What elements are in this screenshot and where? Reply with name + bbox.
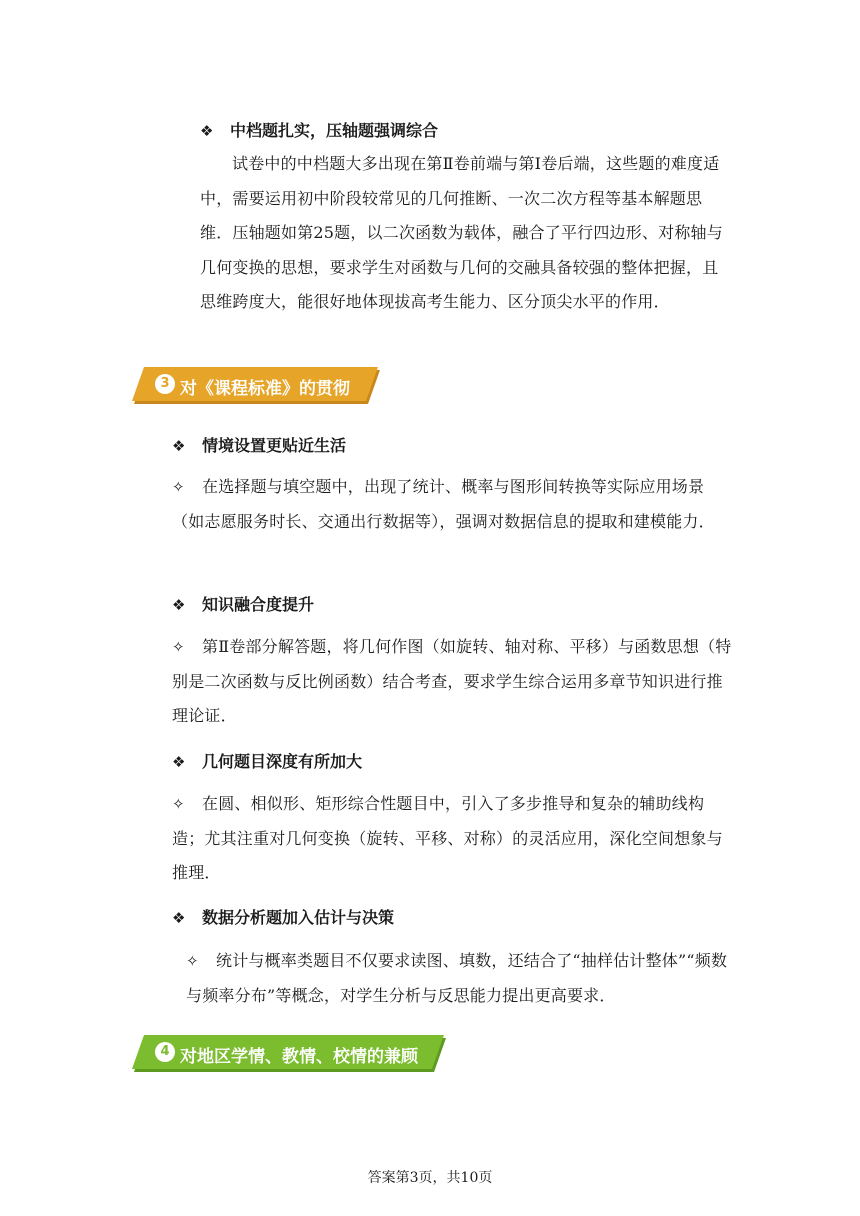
section-banner-4: [130, 1035, 450, 1069]
diamond-cluster-icon: ❖: [172, 437, 186, 455]
four-point-star-icon: ✧: [172, 478, 185, 496]
item-heading: ❖ 知识融合度提升: [172, 595, 315, 614]
four-point-star-icon: ✧: [172, 638, 185, 656]
diamond-cluster-icon: ❖: [172, 909, 186, 927]
item-heading: ❖ 数据分析题加入估计与决策: [172, 908, 395, 927]
section-mid-paragraph: 试卷中的中档题大多出现在第Ⅱ卷前端与第Ⅰ卷后端，这些题的难度适中，需要运用初中阶段较常见的几何推断、一次二次方程等基本解题思维．压轴题如第25题，以二次函数为载体，融合了平行四边形、对称轴与几何变换的思想，要求学生对函数与几何的交融具备较强的整体把握，且思维跨度大，能很好地体现拔高考生能力、区分顶尖水平的作用．: [200, 154, 723, 311]
section-banner-3: [130, 367, 385, 401]
item-heading: ❖ 几何题目深度有所加大: [172, 752, 363, 771]
four-point-star-icon: ✧: [186, 952, 199, 970]
banner-number-badge: 3: [155, 374, 175, 394]
diamond-cluster-icon: ❖: [200, 122, 214, 140]
item-heading: ❖ 情境设置更贴近生活: [172, 436, 347, 455]
item-body: ✧ 在圆、相似形、矩形综合性题目中，引入了多步推导和复杂的辅助线构造；尤其注重对几何变换（旋转、平移、对称）的灵活应用，深化空间想象与推理．: [172, 787, 732, 891]
item-body: ✧ 统计与概率类题目不仅要求读图、填数，还结合了“抽样估计整体”“频数与频率分布”等概念，对学生分析与反思能力提出更高要求．: [186, 944, 734, 1013]
diamond-cluster-icon: ❖: [172, 596, 186, 614]
section-heading-text: 中档题扎实，压轴题强调综合: [230, 121, 439, 140]
banner-title: 对地区学情、教情、校情的兼顾: [180, 1047, 418, 1067]
section-heading-mid: [200, 118, 438, 141]
item-body: ✧ 第Ⅱ卷部分解答题，将几何作图（如旋转、轴对称、平移）与函数思想（特别是二次函数与反比例函数）结合考查，要求学生综合运用多章节知识进行推理论证．: [172, 630, 732, 734]
page-footer: 答案第3页，共10页: [367, 1170, 493, 1186]
banner-number-badge: 4: [155, 1042, 175, 1062]
banner-title: 对《课程标准》的贯彻: [180, 379, 350, 399]
diamond-cluster-icon: ❖: [172, 753, 186, 771]
item-body: ✧ 在选择题与填空题中，出现了统计、概率与图形间转换等实际应用场景（如志愿服务时长、交通出行数据等），强调对数据信息的提取和建模能力．: [172, 470, 732, 539]
four-point-star-icon: ✧: [172, 795, 185, 813]
